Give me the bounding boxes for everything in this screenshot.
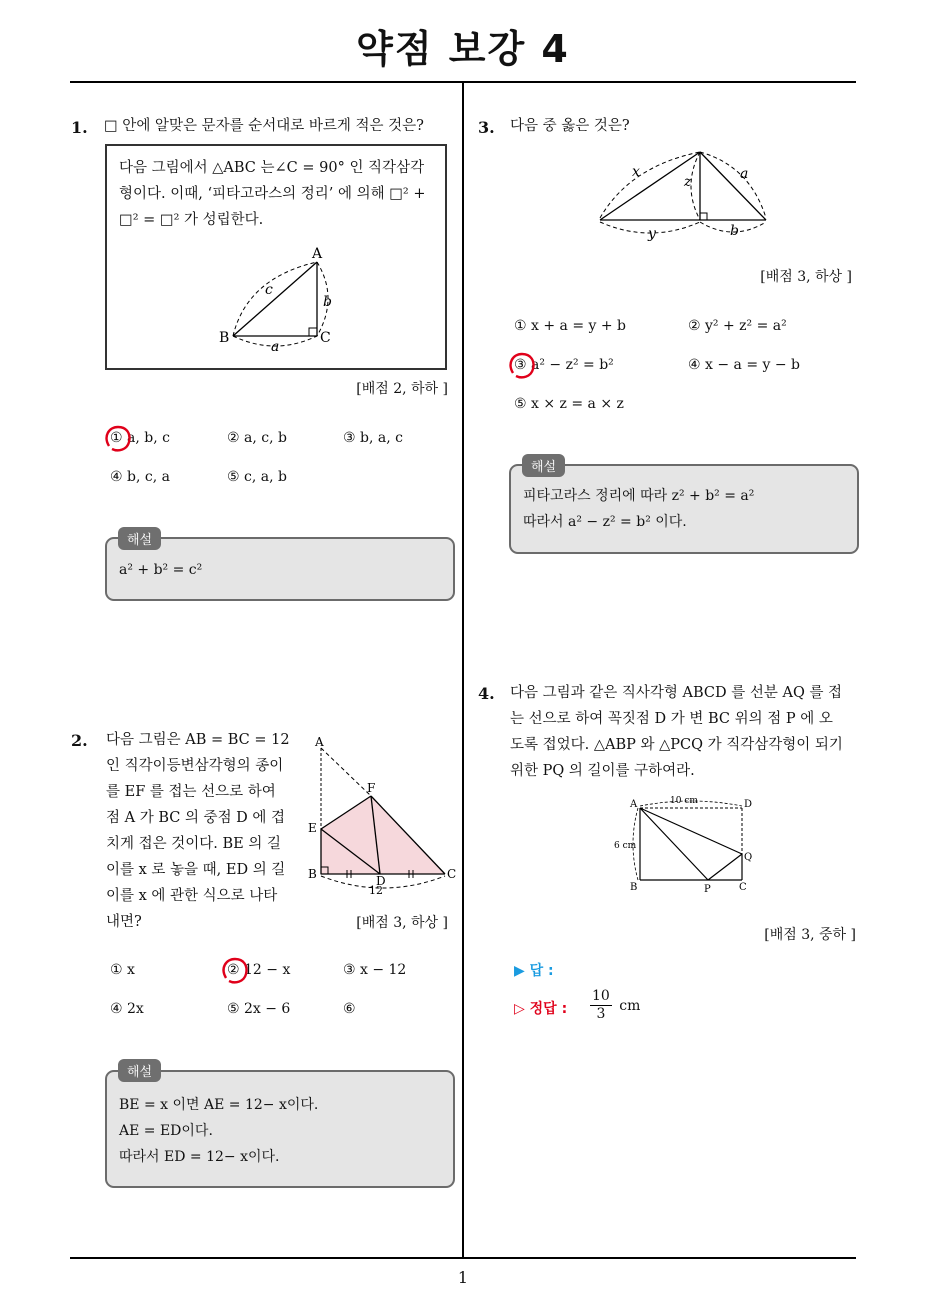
page-number: 1 (457, 1268, 469, 1287)
label-B: B (630, 882, 638, 893)
answer-input[interactable] (580, 958, 840, 978)
two-triangles-figure (590, 146, 780, 244)
explanation-line: 따라서 ED = 12− x이다. (119, 1149, 280, 1165)
label-6cm: 6 cm (614, 841, 637, 851)
choice-4[interactable]: ④ 2x (110, 1001, 144, 1017)
explanation-line: 따라서 a² − z² = b² 이다. (523, 514, 687, 530)
choice-2[interactable]: ② y² + z² = a² (688, 318, 787, 334)
prompt-line: 다음 그림과 같은 직사각형 ABCD 를 선분 AQ 를 접 (510, 685, 843, 701)
question-prompt: □ 안에 알맞은 문자를 순서대로 바르게 적은 것은? (104, 118, 424, 134)
explanation-line: BE = x 이면 AE = 12− x이다. (119, 1097, 319, 1113)
label-C: C (320, 330, 331, 346)
label-C: C (739, 882, 747, 893)
label-D: D (744, 799, 753, 810)
question-number: 1. (71, 118, 88, 137)
score-label: [배점 3, 하상 ] (760, 269, 852, 285)
page-title: 약점 보강 4 (356, 27, 570, 71)
label-D: D (376, 874, 386, 888)
choice-3[interactable]: ③ x − 12 (343, 962, 407, 978)
choice-3[interactable]: ③ b, a, c (343, 430, 403, 446)
label-P: P (704, 884, 711, 895)
label-b: b (730, 223, 739, 239)
label-F: F (367, 781, 376, 795)
label-b: b (323, 294, 332, 310)
label-E: E (308, 821, 317, 835)
label-B: B (308, 867, 317, 881)
label-12: 12 (369, 884, 383, 897)
question-number: 2. (71, 731, 88, 750)
score-label: [배점 3, 하상 ] (356, 915, 448, 931)
correct-answer-label: ▷ 정답 : (514, 1001, 568, 1017)
choice-1[interactable]: ① a, b, c (110, 430, 170, 446)
column-divider (462, 82, 464, 1258)
choice-6[interactable]: ⑥ (343, 1001, 356, 1017)
choice-1[interactable]: ① x (110, 962, 135, 978)
right-triangle-figure (207, 238, 347, 353)
prompt-line: 를 EF 를 접는 선으로 하여 (106, 784, 276, 800)
question-number: 3. (478, 118, 495, 137)
label-a: a (271, 339, 280, 353)
label-c: c (265, 282, 273, 298)
choice-4[interactable]: ④ x − a = y − b (688, 357, 801, 373)
answer-label: ▶ 답 : (514, 963, 554, 979)
explanation-box (509, 464, 859, 554)
prompt-line: 위한 PQ 의 길이를 구하여라. (510, 763, 695, 779)
bottom-rule (70, 1257, 856, 1259)
score-label: [배점 3, 중하 ] (764, 927, 856, 943)
label-y: y (648, 226, 656, 242)
explanation-tag: 해설 (522, 454, 565, 477)
label-A: A (630, 799, 638, 810)
rectangle-fold-figure (612, 792, 762, 898)
label-A: A (315, 735, 324, 749)
selected-mark (220, 956, 250, 986)
choice-2[interactable]: ② 12 − x (227, 962, 291, 978)
prompt-line: 는 선으로 하여 꼭짓점 D 가 변 BC 위의 점 P 에 오 (510, 711, 833, 727)
question-box (105, 144, 447, 370)
box-line: 형이다. 이때, ‘피타고라스의 정리’ 에 의해 □² + (119, 186, 426, 202)
label-B: B (219, 330, 230, 346)
selected-mark (507, 351, 537, 381)
box-line: □² = □² 가 성립한다. (119, 212, 264, 228)
explanation-line: AE = ED이다. (119, 1123, 213, 1139)
prompt-line: 다음 그림은 AB = BC = 12 (106, 732, 290, 748)
fraction-denominator: 3 (596, 1006, 606, 1022)
explanation-box (105, 1070, 455, 1188)
explanation-tag: 해설 (118, 527, 161, 550)
question-number: 4. (478, 684, 495, 703)
choice-2[interactable]: ② a, c, b (227, 430, 287, 446)
label-z: z (684, 174, 692, 190)
box-line: 다음 그림에서 △ABC 는∠C = 90° 인 직각삼각 (119, 160, 425, 176)
prompt-line: 인 직각이등변삼각형의 종이 (106, 758, 284, 774)
label-A: A (312, 246, 323, 262)
score-label: [배점 2, 하하 ] (356, 381, 448, 397)
question-prompt: 다음 중 옳은 것은? (510, 118, 630, 134)
label-C: C (447, 867, 457, 881)
correct-answer-value (590, 988, 640, 1023)
explanation-line: 피타고라스 정리에 따라 z² + b² = a² (523, 488, 755, 504)
prompt-line: 내면? (106, 914, 142, 930)
explanation-tag: 해설 (118, 1059, 161, 1082)
choice-5[interactable]: ⑤ 2x − 6 (227, 1001, 291, 1017)
explanation-line: a² + b² = c² (119, 562, 203, 578)
label-Q: Q (744, 852, 753, 863)
prompt-line: 점 A 가 BC 의 중점 D 에 겹 (106, 810, 286, 826)
answer-unit: cm (619, 997, 641, 1014)
fraction-numerator: 10 (592, 988, 610, 1004)
prompt-line: 이를 x 로 놓을 때, ED 의 길 (106, 862, 286, 878)
choice-3[interactable]: ③ a² − z² = b² (514, 357, 614, 373)
choice-5[interactable]: ⑤ x × z = a × z (514, 396, 624, 412)
choice-1[interactable]: ① x + a = y + b (514, 318, 627, 334)
prompt-line: 이를 x 에 관한 식으로 나타 (106, 888, 278, 904)
prompt-line: 도록 접었다. △ABP 와 △PCQ 가 직각삼각형이 되기 (510, 737, 843, 753)
selected-mark (103, 424, 133, 454)
prompt-line: 치게 접은 것이다. BE 의 길 (106, 836, 281, 852)
choice-4[interactable]: ④ b, c, a (110, 469, 170, 485)
label-x: x (632, 164, 640, 180)
label-10cm: 10 cm (670, 796, 698, 806)
label-a: a (740, 166, 749, 182)
folding-figure (305, 734, 460, 900)
choice-5[interactable]: ⑤ c, a, b (227, 469, 287, 485)
